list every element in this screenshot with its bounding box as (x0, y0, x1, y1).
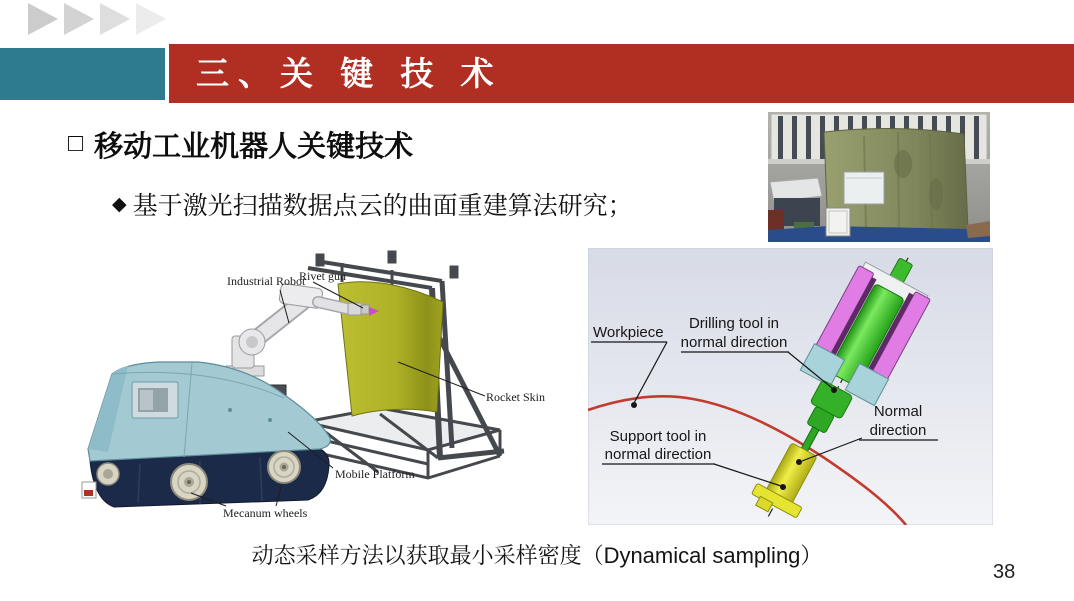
mobile-platform-vehicle (82, 362, 330, 507)
chevron-decoration (28, 2, 178, 36)
label-normal-line1: Normal (873, 403, 923, 420)
bullet-line (112, 186, 633, 222)
mecanum-wheel (171, 464, 207, 500)
slide-heading (68, 124, 413, 165)
normal-direction-diagram (588, 248, 993, 525)
bullet-text: 基于激光扫描数据点云的曲面重建算法研究； (132, 192, 633, 220)
square-bullet-icon: □ (68, 129, 84, 157)
mobile-robot-diagram (80, 250, 555, 527)
rocket-skin-panel (338, 282, 443, 416)
photo-white-panel (844, 172, 884, 204)
chevron-icon (100, 3, 130, 35)
photo-tank-patch (929, 178, 943, 210)
label-rocket-skin: Rocket Skin (486, 390, 545, 404)
header-teal-bar (0, 48, 165, 100)
heading-text: 移动工业机器人关键技术 (94, 131, 414, 163)
chevron-icon (136, 3, 166, 35)
photo-tank-patch (894, 150, 912, 178)
vehicle-marker-red (84, 490, 93, 496)
mecanum-wheel (268, 451, 300, 483)
diamond-bullet-icon: ◆ (112, 193, 127, 215)
label-normal-line2: direction (869, 422, 927, 439)
section-title: 三、关 键 技 术 (196, 55, 503, 92)
mecanum-wheel (97, 463, 119, 485)
page-number: 38 (993, 561, 1016, 583)
label-workpiece: Workpiece (593, 324, 664, 341)
label-industrial-robot: Industrial Robot (227, 274, 306, 288)
section-banner (169, 44, 1074, 103)
label-support-tool-line1: Support tool in (609, 428, 707, 445)
label-rivet-gun: Rivet gun (299, 269, 346, 283)
label-drilling-tool-line2: normal direction (680, 334, 788, 351)
chevron-icon (64, 3, 94, 35)
workshop-photo (768, 112, 990, 242)
label-mecanum-wheels: Mecanum wheels (223, 506, 308, 520)
photo-whiteboard (826, 208, 850, 236)
label-drilling-tool-line1: Drilling tool in (688, 315, 780, 332)
slide-caption: 动态采样方法以获取最小采样密度（Dynamical sampling） (251, 543, 823, 568)
label-support-tool-line2: normal direction (604, 446, 712, 463)
label-mobile-platform: Mobile Platform (335, 467, 415, 481)
chevron-icon (28, 3, 58, 35)
